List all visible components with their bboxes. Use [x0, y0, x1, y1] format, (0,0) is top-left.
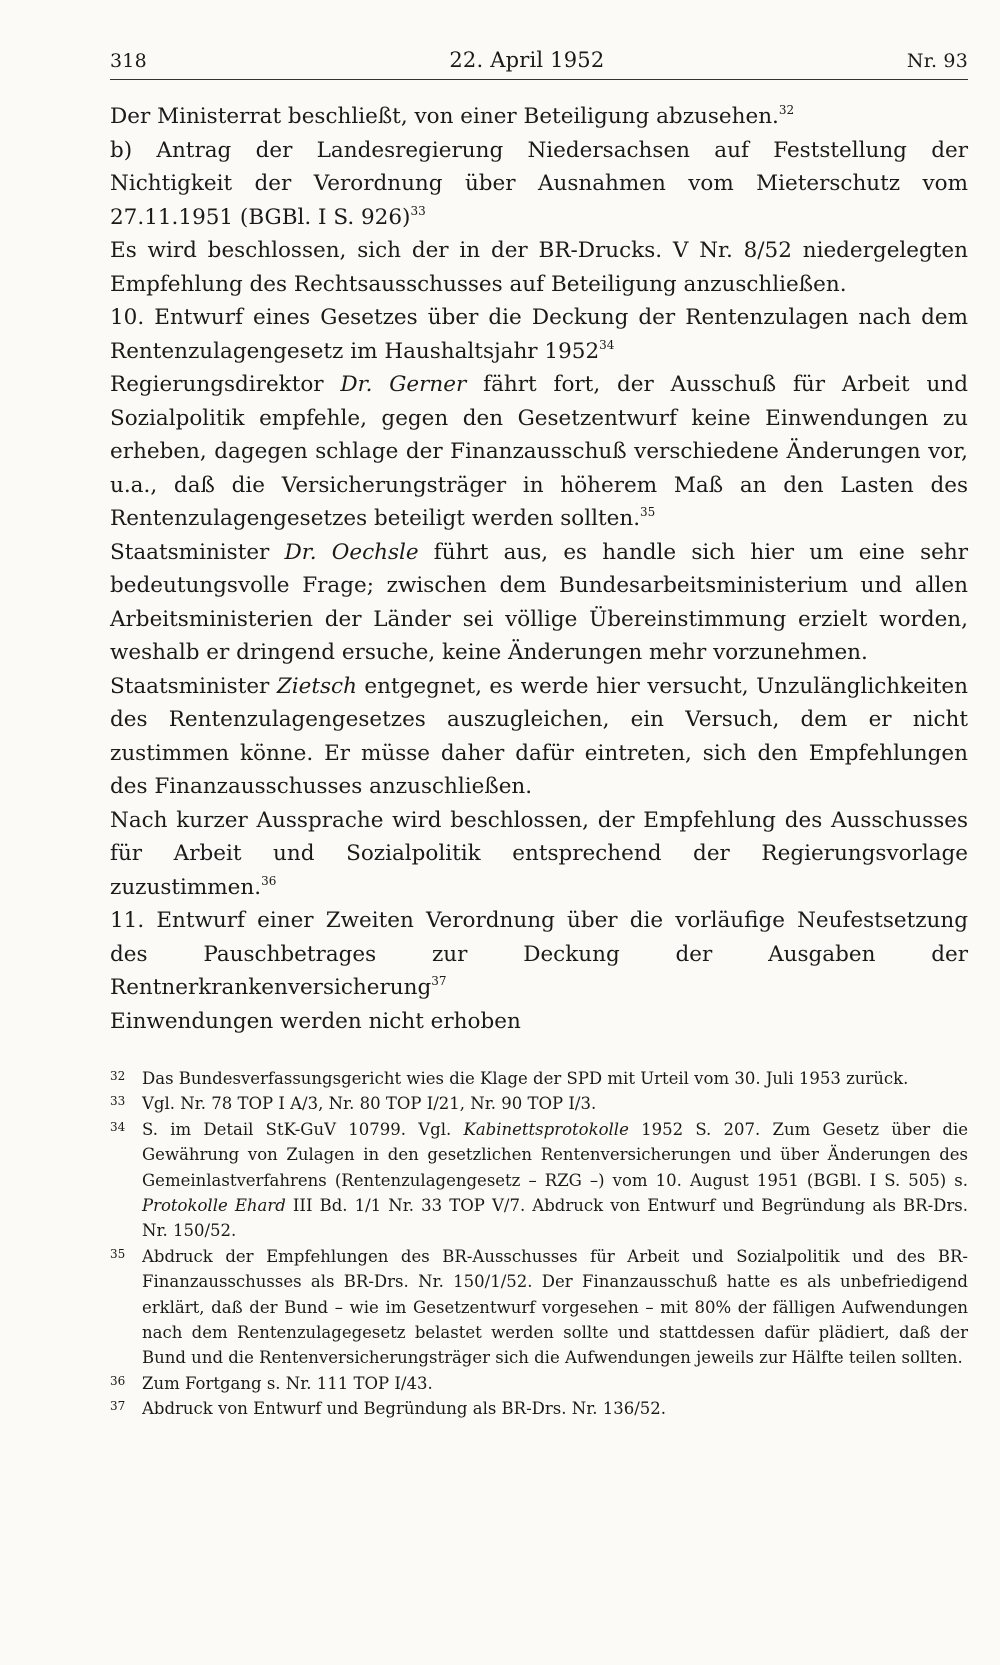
footnote — [110, 1091, 968, 1116]
footnote-ref[interactable]: 34 — [599, 337, 615, 352]
footnote-text: Abdruck der Empfehlungen des BR-Ausschusses für Arbeit und Sozialpolitik und des BR-Finanzausschusses als BR-Drs. Nr. 150/1/52. Der Finanzausschuß hatte es als unbefriedigend erklärt, daß der Bund – wie im Gesetzentwurf vorgesehen – mit 80% der fälligen Aufwendungen nach dem Rentenzulagegesetz belastet werden sollte und stattdessen dafür plädiert, daß der Bund und die Rentenversicherungsträger sich die Aufwendungen jeweils zur Hälfte teilen sollten. — [142, 1246, 968, 1368]
footnotes — [110, 1066, 968, 1422]
footnote — [110, 1244, 968, 1371]
footnote-number: 36 — [110, 1373, 126, 1388]
footnote-number: 34 — [110, 1119, 126, 1134]
page-number: 318 — [110, 50, 147, 72]
footnote-text: Zum Fortgang s. Nr. 111 TOP I/43. — [142, 1373, 433, 1393]
footnote — [110, 1117, 968, 1244]
footnote-ref[interactable]: 37 — [431, 974, 447, 988]
paragraph: Nach kurzer Aussprache wird beschlossen, der Empfehlung des Ausschusses für Arbeit und Sozialpolitik entsprechend der Regierungsvorlage zuzustimmen.$^{36}$ — [110, 807, 968, 900]
document-page — [110, 48, 968, 1422]
agenda-item-heading: 11. Entwurf einer Zweiten Verordnung über die vorläufige Neufestsetzung des Pauschbetrages zur Deckung der Ausgaben der Rentnerkrankenversicherung$^{37}$ — [110, 908, 968, 1000]
paragraph: Staatsminister Zietsch entgegnet, es werde hier versucht, Unzulänglichkeiten des Rentenzulagengesetzes auszugleichen, ein Versuch, dem er nicht zustimmen könne. Er müsse daher dafür eintreten, sich den Empfehlungen des Finanzausschusses anzuschließen. — [110, 673, 968, 799]
header-date: 22. April 1952 — [449, 48, 605, 72]
issue-number: Nr. 93 — [906, 50, 968, 72]
page-header — [110, 48, 968, 80]
paragraph: Staatsminister Dr. Oechsle führt aus, es handle sich hier um eine sehr bedeutungsvolle Frage; zwischen dem Bundesarbeitsministerium und allen Arbeitsministerien der Länder sei völlige Übereinstimmung erzielt worden, weshalb er dringend ersuche, keine Änderungen mehr vorzunehmen. — [110, 539, 968, 665]
speaker-name: Dr. Gerner — [340, 372, 467, 397]
paragraph: Regierungsdirektor Dr. Gerner fährt fort, der Ausschuß für Arbeit und Sozialpolitik empfehle, gegen den Gesetzentwurf keine Einwendungen zu erheben, dagegen schlage der Finanzausschuß verschiedene Änderungen vor, u.a., daß die Versicherungsträger in höherem Maß an den Lasten des Rentenzulagengesetzes beteiligt werden sollten.$^{35}$ — [110, 372, 968, 531]
footnote-text: S. im Detail StK-GuV 10799. Vgl. Kabinettsprotokolle 1952 S. 207. Zum Gesetz über die Gewährung von Zulagen in den gesetzlichen Rentenversicherungen und über Änderungen des Gemeinlastverfahrens (Rentenzulagengesetz – RZG –) vom 10. August 1951 (BGBl. I S. 505) s. Protokolle Ehard III Bd. 1/1 Nr. 33 TOP V/7. Abdruck von Entwurf und Begründung als BR-Drs. Nr. 150/52. — [142, 1119, 968, 1241]
speaker-name: Dr. Oechsle — [284, 539, 419, 565]
footnote-number: 33 — [110, 1094, 126, 1109]
paragraph: Es wird beschlossen, sich der in der BR-Drucks. V Nr. 8/52 niedergelegten Empfehlung des Rechtsausschusses auf Beteiligung anzuschließen. — [110, 238, 968, 297]
speaker-name: Zietsch — [276, 673, 357, 699]
footnote-text: Vgl. Nr. 78 TOP I A/3, Nr. 80 TOP I/21, Nr. 90 TOP I/3. — [142, 1094, 597, 1114]
footnote — [110, 1371, 968, 1396]
agenda-item-heading: 10. Entwurf eines Gesetzes über die Deckung der Rentenzulagen nach dem Rentenzulagengesetz im Haushaltsjahr 1952$^{34}$ — [110, 305, 968, 364]
footnote-number: 37 — [110, 1399, 126, 1414]
footnote — [110, 1066, 968, 1091]
footnote-text: Abdruck von Entwurf und Begründung als BR-Drs. Nr. 136/52. — [142, 1399, 667, 1419]
footnote-ref[interactable]: 33 — [410, 203, 426, 218]
footnote-number: 32 — [110, 1069, 126, 1083]
footnote-ref[interactable]: 35 — [640, 505, 656, 519]
footnote-text: Das Bundesverfassungsgericht wies die Klage der SPD mit Urteil vom 30. Juli 1953 zurück. — [142, 1069, 909, 1088]
footnote-ref[interactable]: 36 — [261, 873, 277, 888]
main-text — [110, 100, 968, 1038]
footnote-number: 35 — [110, 1246, 126, 1261]
paragraph: b) Antrag der Landesregierung Niedersachsen auf Feststellung der Nichtigkeit der Verordnung über Ausnahmen vom Mieterschutz vom 27.11.1951 (BGBl. I S. 926)$^{33}$ — [110, 137, 968, 230]
footnote — [110, 1396, 968, 1421]
footnote-ref[interactable]: 32 — [778, 103, 795, 117]
paragraph: Der Ministerrat beschließt, von einer Beteiligung abzusehen.$^{32}$ — [110, 103, 795, 129]
paragraph: Einwendungen werden nicht erhoben — [110, 1008, 521, 1034]
